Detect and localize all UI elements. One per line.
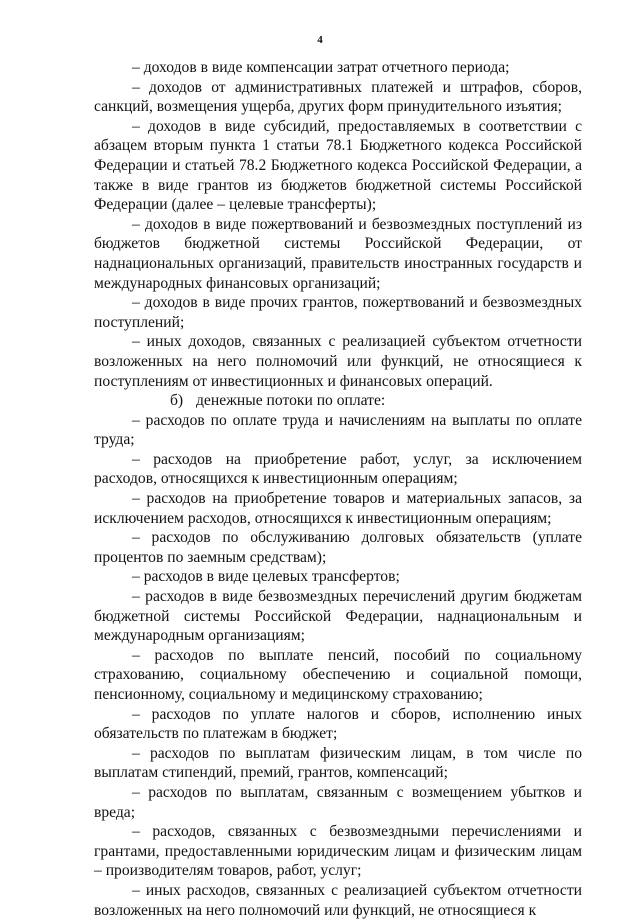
paragraph-pensions-benefits-expenses: – расходов по выплате пенсий, пособий по социальному страхованию, социальному обеспечению и социальной помощи, пенсионному, социальному и медицинскому страхованию; [94, 646, 582, 703]
paragraph-other-grants-income: – доходов в виде прочих грантов, пожертвований и безвозмездных поступлений; [94, 294, 582, 331]
paragraph-damages-expenses: – расходов по выплатам, связанным с возмещением убытков и вреда; [94, 783, 582, 821]
page-number: 4 [317, 34, 323, 46]
paragraph-works-services-expenses: – расходов на приобретение работ, услуг, за исключением расходов, относящихся к инвестиционным операциям; [94, 450, 582, 488]
paragraph-administrative-payments-income: – доходов от административных платежей и штрафов, сборов, санкций, возмещения ущерба, других форм принудительного изъятия; [94, 78, 582, 116]
section-b-heading [94, 391, 582, 411]
paragraph-other-income: – иных доходов, связанных с реализацией субъектом отчетности возложенных на него полномочий или функций, не относящиеся к поступлениям от инвестиционных и финансовых операций. [94, 333, 582, 390]
paragraph-goods-inventory-expenses: – расходов на приобретение товаров и материальных запасов, за исключением расходов, относящихся к инвестиционным операциям; [94, 490, 582, 527]
paragraph-individual-payments-expenses: – расходов по выплатам физическим лицам, в том числе по выплатам стипендий, премий, грантов, компенсаций; [94, 744, 582, 782]
section-b-label: денежные потоки по оплате: [196, 392, 386, 410]
paragraph-targeted-transfers-expenses: – расходов в виде целевых трансфертов; [132, 568, 400, 586]
section-b-marker: б) [170, 392, 184, 410]
paragraph-labor-expenses: – расходов по оплате труда и начислениям на выплаты по оплате труда; [94, 411, 582, 449]
paragraph-debt-service-expenses: – расходов по обслуживанию долговых обязательств (уплате процентов по заемным средствам); [94, 529, 582, 566]
paragraph-compensation-income: – доходов в виде компенсации затрат отчетного периода; [132, 59, 510, 76]
document-body [94, 58, 582, 920]
paragraph-other-expenses: – иных расходов, связанных с реализацией субъектом отчетности возложенных на него полномочий или функций, не относящиеся к [94, 881, 582, 919]
paragraph-taxes-fees-expenses: – расходов по уплате налогов и сборов, исполнению иных обязательств по платежам в бюджет; [94, 705, 582, 743]
paragraph-donations-income: – доходов в виде пожертвований и безвозмездных поступлений из бюджетов бюджетной системы Российской Федерации, от наднациональных организаций, правительств иностранных государств и международных финансовых организаций; [94, 215, 582, 292]
paragraph-subsidies-income: – доходов в виде субсидий, предоставляемых в соответствии с абзацем вторым пункта 1 статьи 78.1 Бюджетного кодекса Российской Федерации и статьей 78.2 Бюджетного кодекса Российской Федерации, а также в виде грантов из бюджетов бюджетной системы Российской Федерации (далее – целевые трансферты); [94, 117, 582, 214]
paragraph-grants-to-legal-entities-expenses: – расходов, связанных с безвозмездными перечислениями и грантами, предоставленными юридическим лицам и физическим лицам – производителям товаров, работ, услуг; [94, 823, 582, 880]
paragraph-gratuitous-transfers-expenses: – расходов в виде безвозмездных перечислений другим бюджетам бюджетной системы Российской Федерации, наднациональным и международным организациям; [94, 588, 582, 645]
